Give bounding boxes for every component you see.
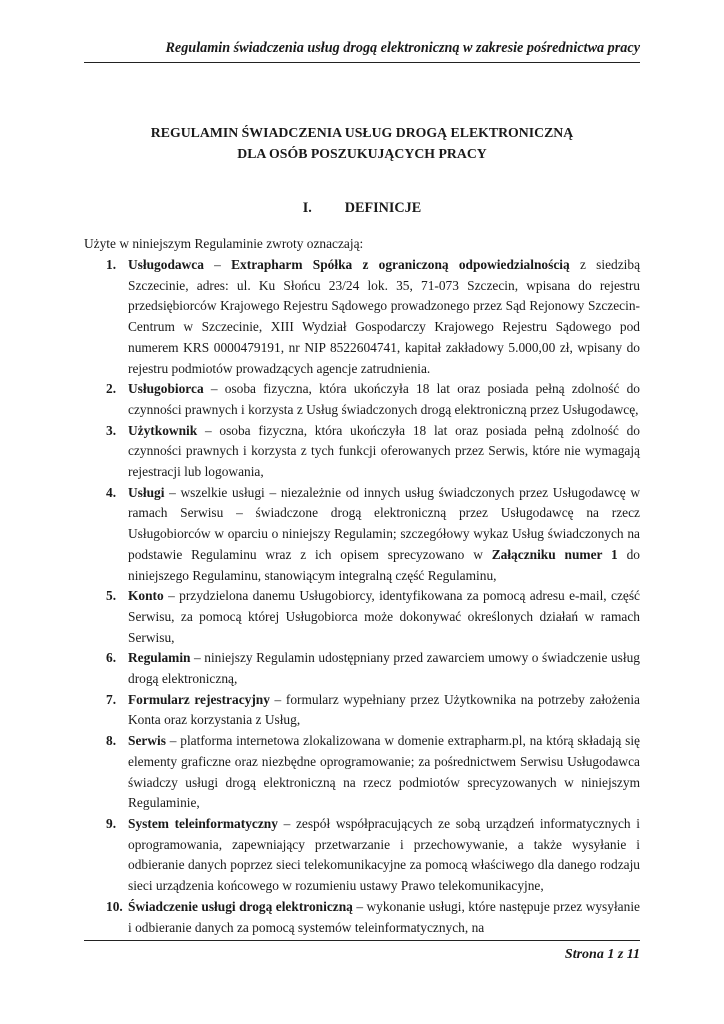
definition-text: – wszelkie usługi – niezależnie od innych usług świadczonych przez Usługodawcę w ramach Serwisu – świadczone drogą elektroniczną przez Usługodawcę na rzecz Usługobiorców w oparciu o niniejszy Regulamin; szczegółowy wykaz Usług świadczonych na podstawie Regulaminu wraz z ich opisem sprecyzowano w: [128, 484, 640, 562]
item-number: 6.: [106, 650, 117, 666]
document-title-line-2: DLA OSÓB POSZUKUJĄCYCH PRACY: [237, 146, 487, 161]
definition-text-cont: z siedzibą Szczecinie, adres: ul. Ku Słońcu 23/24 lok. 35, 71-073 Szczecin, wpisana do rejestru przedsiębiorców Krajowego Rejestru Sądowego prowadzonego przez Sąd Rejonowy Szczecin-Centrum w Szczecinie, XIII Wydział Gospodarczy Krajowego Rejestru Sądowego pod numerem KRS 0000479191, nr NIP 8522604741, kapitał zakładowy 5.000,00 zł, wpisany do rejestru podmiotów prowadzących agencje zatrudnienia.: [128, 257, 641, 376]
definition-item: [106, 690, 640, 731]
definition-term: Konto: [128, 588, 164, 604]
definition-emphasis: Extrapharm Spółka z ograniczoną odpowiedzialnością: [231, 257, 570, 272]
definition-term: System teleinformatyczny: [128, 815, 278, 831]
intro-text: Użyte w niniejszym Regulaminie zwroty oznaczają:: [84, 236, 364, 251]
page-footer: [84, 940, 640, 963]
section-title: DEFINICJE: [344, 200, 422, 216]
definition-term: Regulamin: [128, 650, 191, 666]
section-number: I.: [302, 200, 312, 216]
item-number: 2.: [106, 381, 117, 397]
definition-item: [106, 586, 640, 648]
section-heading: [84, 200, 640, 217]
definition-item: [106, 897, 640, 938]
document-title: [84, 122, 640, 164]
definition-text: – wykonanie usługi, które następuje przez wysyłanie i odbieranie danych za pomocą systemów teleinformatycznych, na: [128, 898, 640, 935]
definition-text: – formularz wypełniany przez Użytkownika na potrzeby założenia Konta oraz korzystania z Usług,: [128, 691, 640, 728]
definition-item: [106, 483, 640, 587]
definition-emphasis: Załączniku numer 1: [491, 546, 618, 562]
definition-term: Serwis: [128, 733, 166, 749]
definition-text: – przydzielona danemu Usługobiorcy, identyfikowana za pomocą adresu e-mail, część Serwisu, za pomocą której Usługobiorca może dokonywać określonych działań w ramach Serwisu,: [128, 588, 640, 645]
definitions-list: [106, 255, 640, 938]
definition-term: Świadczenie usługi drogą elektroniczną: [128, 898, 353, 914]
running-header: Regulamin świadczenia usług drogą elektroniczną w zakresie pośrednictwa pracy: [84, 40, 640, 63]
page-number: Strona 1 z 11: [564, 947, 640, 962]
definition-term: Użytkownik: [128, 422, 198, 438]
definition-text: –: [203, 257, 232, 272]
definition-text: – platforma internetowa zlokalizowana w domenie extrapharm.pl, na którą składają się elementy graficzne oraz niezbędne oprogramowanie; za pośrednictwem Serwisu Usługodawca świadczy usługi drogą elektroniczną na rzecz podmiotów sprecyzowanych w niniejszym Regulaminie,: [128, 733, 640, 811]
definition-text: – osoba fizyczna, która ukończyła 18 lat oraz posiada pełną zdolność do czynności prawnych i korzysta z Usług świadczonych drogą elektroniczną przez Usługodawcę,: [128, 381, 640, 417]
definition-term: Formularz rejestracyjny: [128, 691, 270, 707]
item-number: 5.: [106, 588, 117, 604]
item-number: 8.: [106, 733, 117, 749]
item-number: 3.: [106, 422, 117, 438]
item-number: 9.: [106, 815, 117, 831]
definition-item: [106, 648, 640, 689]
definition-term: Usługodawca: [128, 257, 204, 272]
definition-text: – osoba fizyczna, która ukończyła 18 lat oraz posiada pełną zdolność do czynności prawnych i korzysta z tych funkcji oferowanych przez Serwis, które nie wymagają rejestracji lub logowania,: [128, 422, 640, 480]
item-number: 4.: [106, 484, 117, 500]
item-number: 10.: [106, 898, 123, 914]
item-number: 7.: [106, 691, 117, 707]
definition-text: – niniejszy Regulamin udostępniany przed zawarciem umowy o świadczenie usług drogą elektroniczną,: [128, 650, 640, 687]
item-number: 1.: [106, 257, 117, 272]
definition-item: [106, 731, 640, 814]
definition-item: [106, 814, 640, 897]
document-title-line-1: REGULAMIN ŚWIADCZENIA USŁUG DROGĄ ELEKTRONICZNĄ: [150, 125, 574, 140]
definition-text: – zespół współpracujących ze sobą urządzeń informatycznych i oprogramowania, zapewniający przetwarzanie i przechowywanie, a także wysyłanie i odbieranie danych poprzez sieci telekomunikacyjne za pomocą właściwego dla danego rodzaju sieci urządzenia końcowego w rozumieniu ustawy Prawo telekomunikacyjne,: [128, 815, 640, 894]
definition-item: [106, 421, 640, 483]
definition-term: Usługi: [128, 484, 165, 500]
definition-item: [106, 379, 640, 420]
definition-item: [106, 255, 640, 379]
definition-term: Usługobiorca: [128, 381, 204, 397]
definition-text-cont: do niniejszego Regulaminu, stanowiącym integralną część Regulaminu,: [128, 546, 640, 583]
